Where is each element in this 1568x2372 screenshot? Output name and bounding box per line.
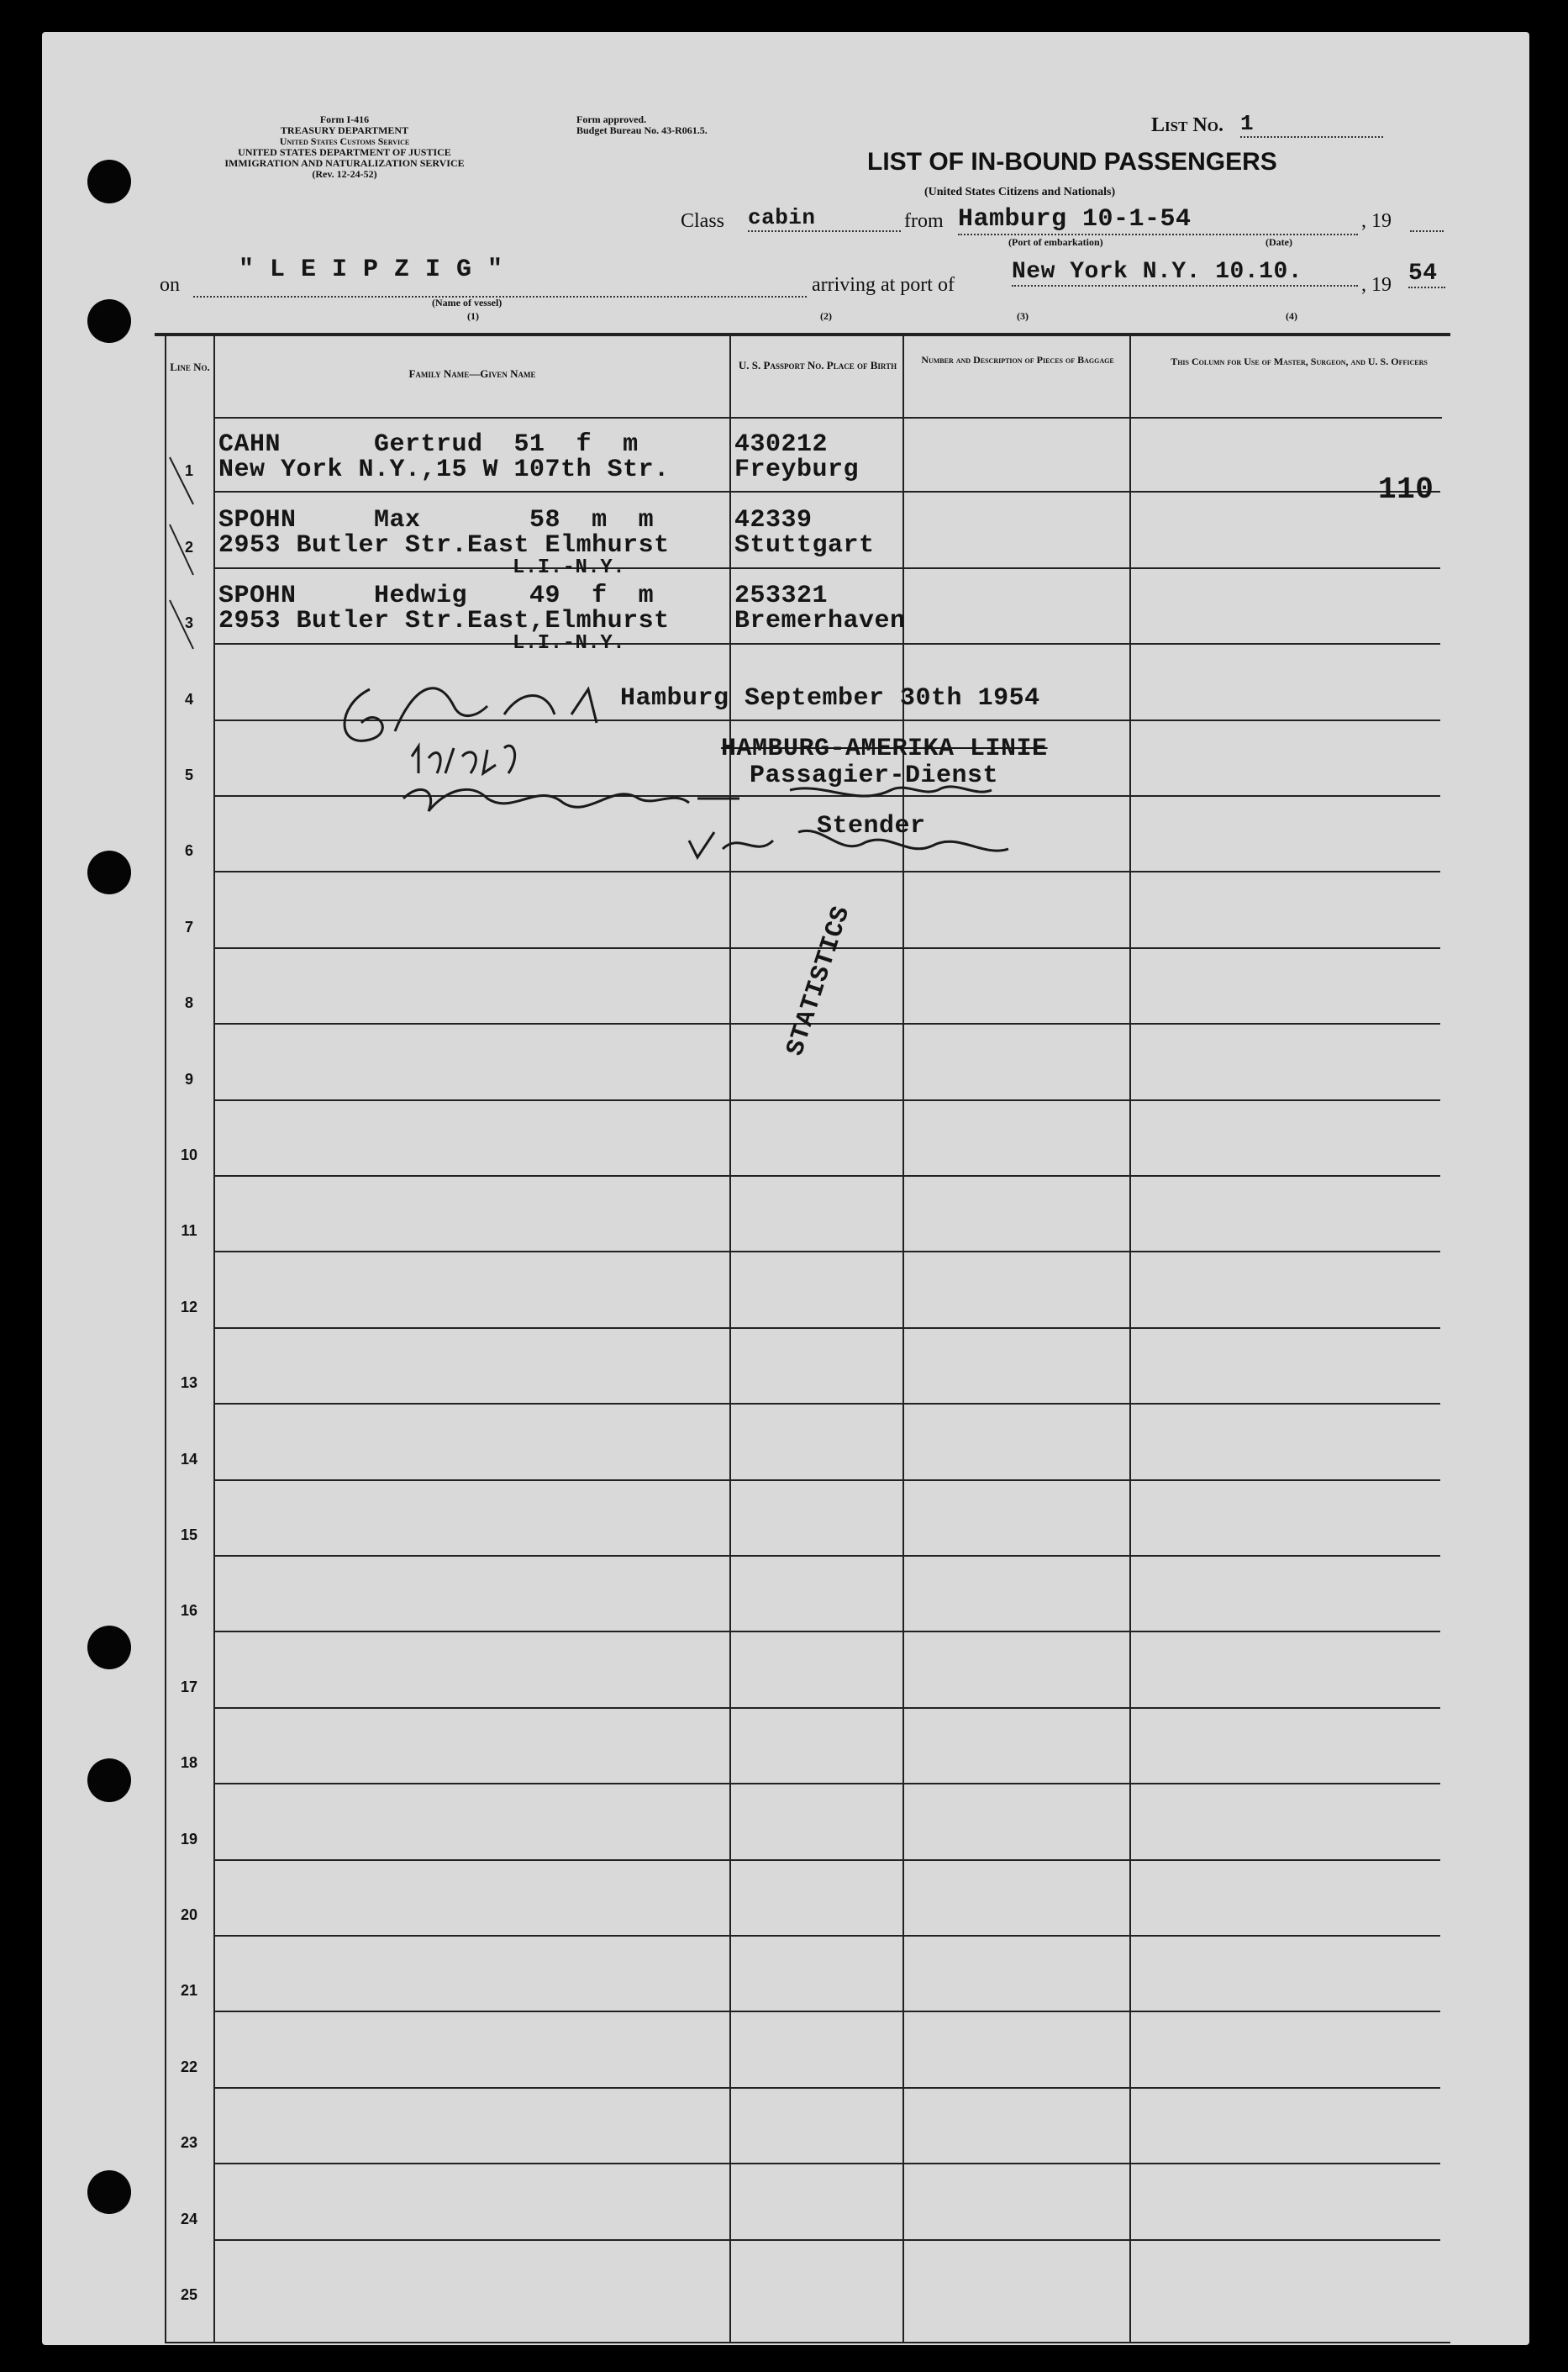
from-label: from [904,210,944,232]
vessel-name-value: " L E I P Z I G " [239,256,503,284]
line-number: 14 [180,1450,198,1468]
approval-line-1: Form approved. [576,113,647,125]
statistics-stamp: STATISTICS [781,903,857,1060]
entry-2-name: SPOHN Max 58 m m [218,506,655,535]
passport-column-rule [902,335,904,2343]
table-bottom-rule [165,2342,1450,2343]
arrival-year-label: , 19 [1361,274,1392,296]
line-number: 15 [180,1526,198,1543]
handwritten-annotations [319,656,1076,891]
class-label: Class [681,210,725,232]
row-rule [213,2239,1440,2241]
list-no-label: List No. [1151,114,1223,136]
class-value: cabin [748,205,901,232]
line-number: 4 [184,690,193,708]
row-rule [213,1251,1440,1252]
year-label: , 19 [1361,210,1392,232]
entry-1-passport: 430212 [734,430,829,459]
row-rule [213,1175,1440,1177]
row-rule [213,1479,1440,1481]
header-line-no: Line No. [170,361,210,373]
customs-service: United States Customs Service [279,135,410,147]
revision-date: (Rev. 12-24-52) [312,168,377,180]
line-number: 23 [180,2134,198,2152]
column-number-4: (4) [1286,310,1297,322]
row-rule [213,2087,1440,2089]
row-rule [213,1023,1440,1025]
arriving-label: arriving at port of [812,274,955,296]
handwritten-signature [790,787,992,796]
entry-1-birthplace: Freyburg [734,456,860,484]
arrival-port-value: New York N.Y. 10.10. [1012,259,1358,287]
punch-hole-3 [87,851,131,894]
form-approval [576,114,708,136]
check-mark-2 [170,524,193,575]
line-number: 18 [180,1754,198,1772]
line-number: 3 [184,614,193,632]
handwritten-address [689,830,1008,857]
list-no-value: 1 [1240,111,1383,138]
table-top-rule [155,333,1450,336]
line-number: 6 [184,842,193,860]
page-subtitle: (United States Citizens and Nationals) [924,186,1116,198]
row-rule [213,1099,1440,1101]
immigration-service: IMMIGRATION AND NATURALIZATION SERVICE [224,157,465,169]
header-bottom-rule [213,417,1442,419]
port-of-embarkation-value: Hamburg 10-1-54 [958,205,1358,235]
row-rule [213,2011,1440,2012]
vessel-caption: (Name of vessel) [432,297,502,308]
date-caption: (Date) [1265,236,1292,248]
punch-hole-5 [87,1758,131,1802]
line-number: 25 [180,2286,198,2303]
company-name: HAMBURG-AMERIKA LINIE [721,735,1048,763]
treasury-department: TREASURY DEPARTMENT [280,124,409,136]
punch-hole-1 [87,160,131,203]
line-number: 13 [180,1374,198,1392]
form-agency-block [151,114,538,180]
entry-3-name: SPOHN Hedwig 49 f m [218,582,655,610]
handwritten-scrawl [403,789,739,811]
line-number: 9 [184,1070,193,1088]
vessel-column-number: (1) [467,310,479,322]
entry-1-name: CAHN Gertrud 51 f m [218,430,639,459]
column-number-2: (2) [820,310,832,322]
port-caption: (Port of embarkation) [1008,236,1103,248]
arrival-year-value: 54 [1408,261,1445,288]
row-rule [213,1707,1440,1709]
company-department: Passagier-Dienst [750,762,999,790]
line-number: 11 [181,1222,197,1240]
row-rule [213,1555,1440,1557]
header-baggage: Number and Description of Pieces of Baggage [921,354,1114,366]
signer-name: Stender [817,812,926,841]
entry-2-address2: L.I.-N.Y. [513,556,626,579]
line-number: 8 [184,994,193,1012]
line-number: 16 [180,1602,198,1620]
row-rule [213,1859,1440,1861]
punch-hole-4 [87,1626,131,1669]
row-rule [213,1935,1440,1937]
on-label: on [160,274,180,296]
line-number: 10 [180,1146,198,1163]
line-number: 17 [180,1678,198,1695]
approval-line-2: Budget Bureau No. 43-R061.5. [576,124,708,136]
entry-2-passport: 42339 [734,506,813,535]
row-rule [213,643,1440,645]
row-rule [213,2163,1440,2164]
punch-hole-2 [87,299,131,343]
year-blank [1410,208,1444,232]
department-of-justice: UNITED STATES DEPARTMENT OF JUSTICE [238,146,451,158]
row-rule [213,1783,1440,1784]
check-mark-1 [170,457,193,504]
sign-place-date: Hamburg September 30th 1954 [620,684,1040,713]
punch-hole-6 [87,2170,131,2214]
entry-2-birthplace: Stuttgart [734,531,875,560]
check-marks [165,420,215,656]
row-rule [213,1631,1440,1632]
line-number: 2 [184,538,193,556]
header-name: Family Name—Given Name [408,367,536,380]
officer-note: 110 [1378,472,1434,507]
header-officers: This Column for Use of Master, Surgeon, and U. S. Officers [1171,356,1428,367]
row-rule [213,1327,1440,1329]
column-number-3: (3) [1017,310,1029,322]
line-number: 1 [184,462,193,480]
line-number: 24 [180,2210,198,2227]
name-column-rule [729,335,731,2343]
row-rule [213,1403,1440,1405]
line-number: 5 [184,767,193,783]
line-number: 22 [180,2058,198,2075]
entry-3-address: 2953 Butler Str.East,Elmhurst [218,607,670,635]
header-passport: U. S. Passport No. Place of Birth [738,359,897,372]
line-number: 19 [180,1830,198,1848]
check-mark-3 [170,600,193,649]
handwritten-date [412,746,515,773]
entry-3-birthplace: Bremerhaven [734,607,906,635]
row-rule [213,567,1440,569]
line-number: 12 [180,1298,198,1315]
entry-3-passport: 253321 [734,582,829,610]
baggage-column-rule [1129,335,1131,2343]
handwritten-initials [345,688,597,741]
entry-3-address2: L.I.-N.Y. [513,632,626,655]
entry-2-address: 2953 Butler Str.East Elmhurst [218,531,670,560]
row-rule [213,491,1440,493]
page-title: LIST OF IN-BOUND PASSENGERS [867,148,1277,176]
form-number: Form I-416 [319,113,370,125]
line-number: 7 [184,918,193,936]
line-number: 20 [180,1906,198,1923]
line-number: 21 [180,1982,198,2000]
entry-1-address: New York N.Y.,15 W 107th Str. [218,456,670,484]
